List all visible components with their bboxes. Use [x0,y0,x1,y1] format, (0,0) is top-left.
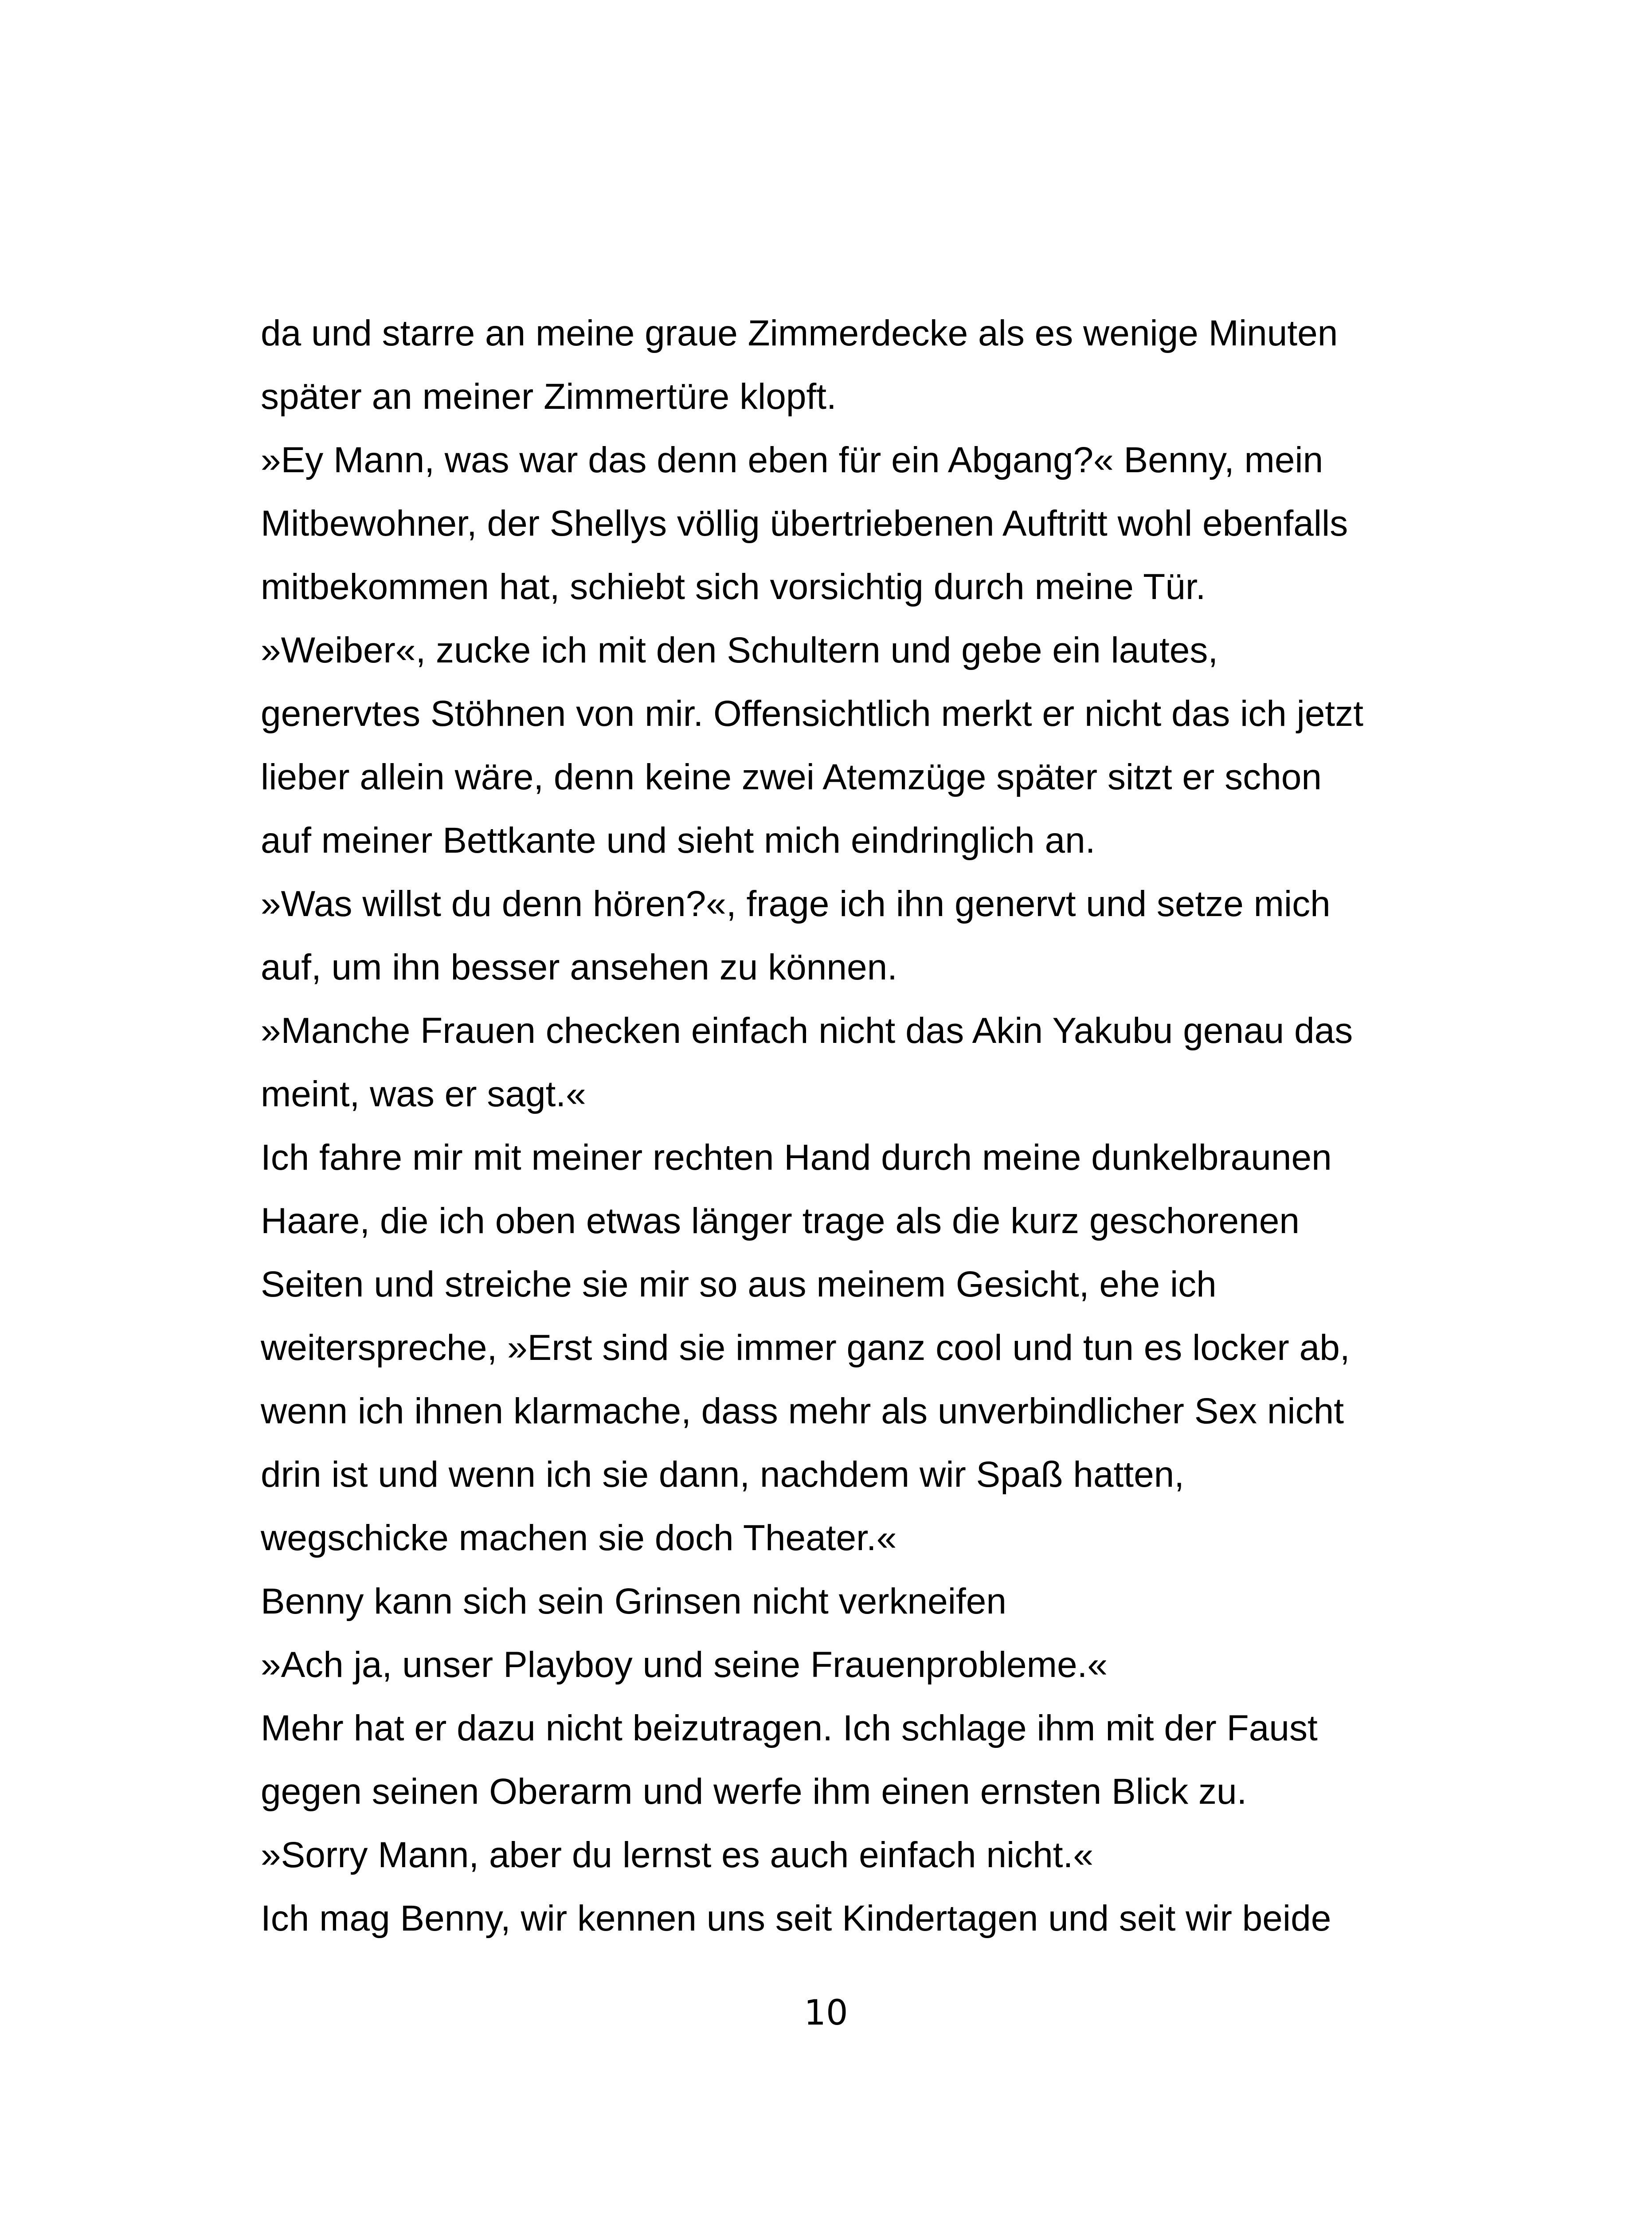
text-line: Haare, die ich oben etwas länger trage als die kurz geschorenen [261,1201,1300,1241]
text-line: lieber allein wäre, denn keine zwei Atemzüge später sitzt er schon [261,757,1322,797]
text-line: genervtes Stöhnen von mir. Offensichtlich merkt er nicht das ich jetzt [261,693,1363,734]
text-line: Benny kann sich sein Grinsen nicht verkneifen [261,1581,1006,1622]
text-line: weiterspreche, »Erst sind sie immer ganz cool und tun es locker ab, [261,1328,1350,1368]
text-line: »Was willst du denn hören?«, frage ich ihn genervt und setze mich [261,884,1331,924]
text-line: auf meiner Bettkante und sieht mich eindringlich an. [261,820,1096,861]
text-line: drin ist und wenn ich sie dann, nachdem wir Spaß hatten, [261,1454,1185,1495]
text-line: Ich fahre mir mit meiner rechten Hand durch meine dunkelbraunen [261,1137,1332,1178]
text-line: Ich mag Benny, wir kennen uns seit Kindertagen und seit wir beide [261,1898,1331,1939]
text-line: mitbekommen hat, schiebt sich vorsichtig durch meine Tür. [261,567,1206,607]
text-line: »Ach ja, unser Playboy und seine Frauenprobleme.« [261,1645,1108,1685]
text-line: gegen seinen Oberarm und werfe ihm einen ernsten Blick zu. [261,1771,1247,1812]
text-line: da und starre an meine graue Zimmerdecke als es wenige Minuten [261,313,1338,353]
body-text [261,302,1458,1950]
text-line: Mitbewohner, der Shellys völlig übertriebenen Auftritt wohl ebenfalls [261,503,1348,544]
text-line: auf, um ihn besser ansehen zu können. [261,947,897,987]
text-line: meint, was er sagt.« [261,1074,586,1114]
page-number: 10 [804,1993,848,2033]
text-line: Seiten und streiche sie mir so aus meinem Gesicht, ehe ich [261,1264,1217,1304]
text-line: später an meiner Zimmertüre klopft. [261,376,837,417]
text-line: wenn ich ihnen klarmache, dass mehr als unverbindlicher Sex nicht [261,1391,1344,1431]
text-line: Mehr hat er dazu nicht beizutragen. Ich schlage ihm mit der Faust [261,1708,1318,1748]
text-line: »Ey Mann, was war das denn eben für ein Abgang?« Benny, mein [261,440,1323,480]
text-line: »Sorry Mann, aber du lernst es auch einfach nicht.« [261,1835,1093,1875]
text-line: »Weiber«, zucke ich mit den Schultern und gebe ein lautes, [261,630,1218,670]
text-line: »Manche Frauen checken einfach nicht das Akin Yakubu genau das [261,1011,1353,1051]
text-line: wegschicke machen sie doch Theater.« [261,1518,897,1558]
